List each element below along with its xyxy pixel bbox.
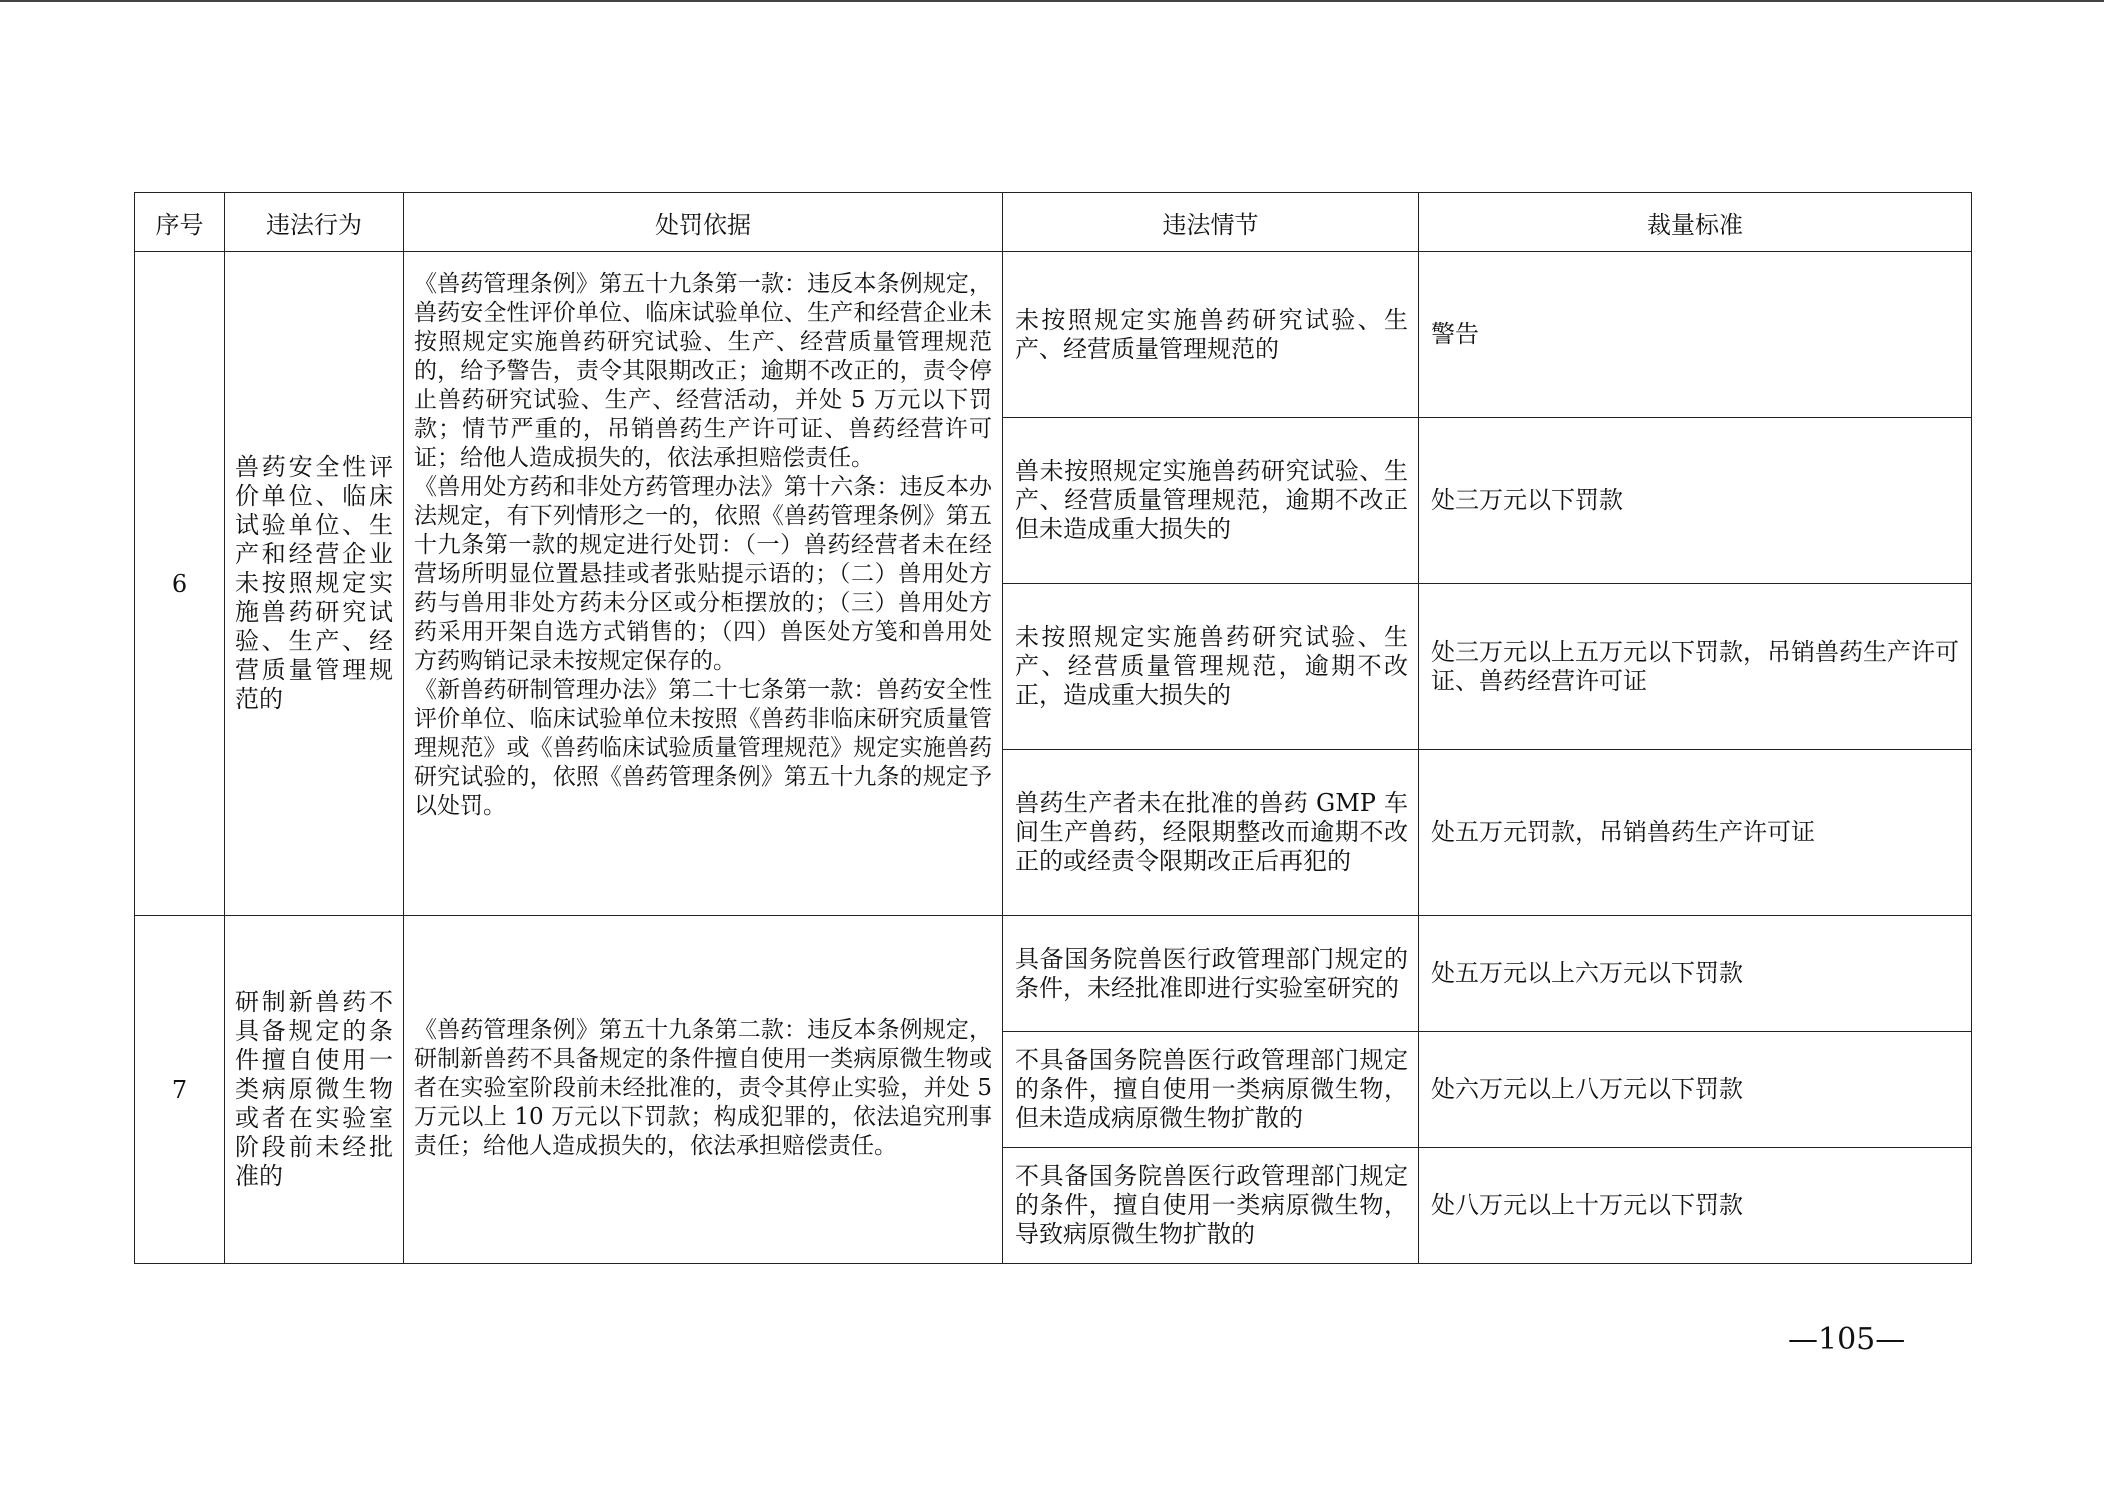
- violation-text: 兽药安全性评价单位、临床试验单位、生产和经营企业未按照规定实施兽药研究试验、生产、经营质量管理规范的: [225, 252, 404, 916]
- top-border-line: [0, 0, 2104, 2]
- circumstance-text: 未按照规定实施兽药研究试验、生产、经营质量管理规范，逾期不改正，造成重大损失的: [1003, 584, 1419, 750]
- discretion-standard-text: 处三万元以下罚款: [1419, 418, 1972, 584]
- table-header-row: [135, 193, 1972, 252]
- discretion-standard-text: 处三万元以上五万元以下罚款，吊销兽药生产许可证、兽药经营许可证: [1419, 584, 1972, 750]
- discretion-standard-text: 处五万元罚款，吊销兽药生产许可证: [1419, 750, 1972, 916]
- legal-basis-cell: [404, 252, 1003, 916]
- header-no: 序号: [135, 193, 225, 252]
- legal-basis-paragraph: 《兽药管理条例》第五十九条第二款：违反本条例规定，研制新兽药不具备规定的条件擅自使用一类病原微生物或者在实验室阶段前未经批准的，责令其停止实验，并处 5 万元以上 10 万元以下罚款；构成犯罪的，依法追究刑事责任；给他人造成损失的，依法承担赔偿责任。: [414, 1017, 992, 1159]
- header-legal-basis: 处罚依据: [404, 193, 1003, 252]
- table-row: [135, 252, 1972, 418]
- header-violation: 违法行为: [225, 193, 404, 252]
- row-number: 6: [135, 252, 225, 916]
- circumstance-text: 未按照规定实施兽药研究试验、生产、经营质量管理规范的: [1003, 252, 1419, 418]
- header-circumstance: 违法情节: [1003, 193, 1419, 252]
- discretion-standard-text: 处八万元以上十万元以下罚款: [1419, 1148, 1972, 1264]
- discretion-standard-text: 警告: [1419, 252, 1972, 418]
- circumstance-text: 兽药生产者未在批准的兽药 GMP 车间生产兽药，经限期整改而逾期不改正的或经责令限期改正后再犯的: [1003, 750, 1419, 916]
- page-number: —105—: [1788, 1322, 1906, 1357]
- discretion-standard-text: 处六万元以上八万元以下罚款: [1419, 1032, 1972, 1148]
- circumstance-text: 具备国务院兽医行政管理部门规定的条件，未经批准即进行实验室研究的: [1003, 916, 1419, 1032]
- circumstance-text: 不具备国务院兽医行政管理部门规定的条件，擅自使用一类病原微生物，但未造成病原微生物扩散的: [1003, 1032, 1419, 1148]
- legal-basis-cell: [404, 916, 1003, 1264]
- row-number: 7: [135, 916, 225, 1264]
- legal-basis-paragraph: 《兽药管理条例》第五十九条第一款：违反本条例规定，兽药安全性评价单位、临床试验单位、生产和经营企业未按照规定实施兽药研究试验、生产、经营质量管理规范的，给予警告，责令其限期改正；逾期不改正的，责令停止兽药研究试验、生产、经营活动，并处 5 万元以下罚款；情节严重的，吊销兽药生产许可证、兽药经营许可证；给他人造成损失的，依法承担赔偿责任。: [414, 271, 992, 471]
- violation-text: 研制新兽药不具备规定的条件擅自使用一类病原微生物或者在实验室阶段前未经批准的: [225, 916, 404, 1264]
- legal-basis-paragraph: 《兽用处方药和非处方药管理办法》第十六条：违反本办法规定，有下列情形之一的，依照《兽药管理条例》第五十九条第一款的规定进行处罚：（一）兽药经营者未在经营场所明显位置悬挂或者张贴提示语的；（二）兽用处方药与兽用非处方药未分区或分柜摆放的；（三）兽用处方药采用开架自选方式销售的；（四）兽医处方笺和兽用处方药购销记录未按规定保存的。: [414, 474, 992, 674]
- penalty-discretion-table: [134, 192, 1972, 1264]
- circumstance-text: 兽未按照规定实施兽药研究试验、生产、经营质量管理规范，逾期不改正但未造成重大损失的: [1003, 418, 1419, 584]
- table-row: [135, 916, 1972, 1032]
- legal-basis-paragraph: 《新兽药研制管理办法》第二十七条第一款：兽药安全性评价单位、临床试验单位未按照《兽药非临床研究质量管理规范》或《兽药临床试验质量管理规范》规定实施兽药研究试验的，依照《兽药管理条例》第五十九条的规定予以处罚。: [414, 677, 992, 819]
- circumstance-text: 不具备国务院兽医行政管理部门规定的条件，擅自使用一类病原微生物，导致病原微生物扩散的: [1003, 1148, 1419, 1264]
- header-discretion-standard: 裁量标准: [1419, 193, 1972, 252]
- discretion-standard-text: 处五万元以上六万元以下罚款: [1419, 916, 1972, 1032]
